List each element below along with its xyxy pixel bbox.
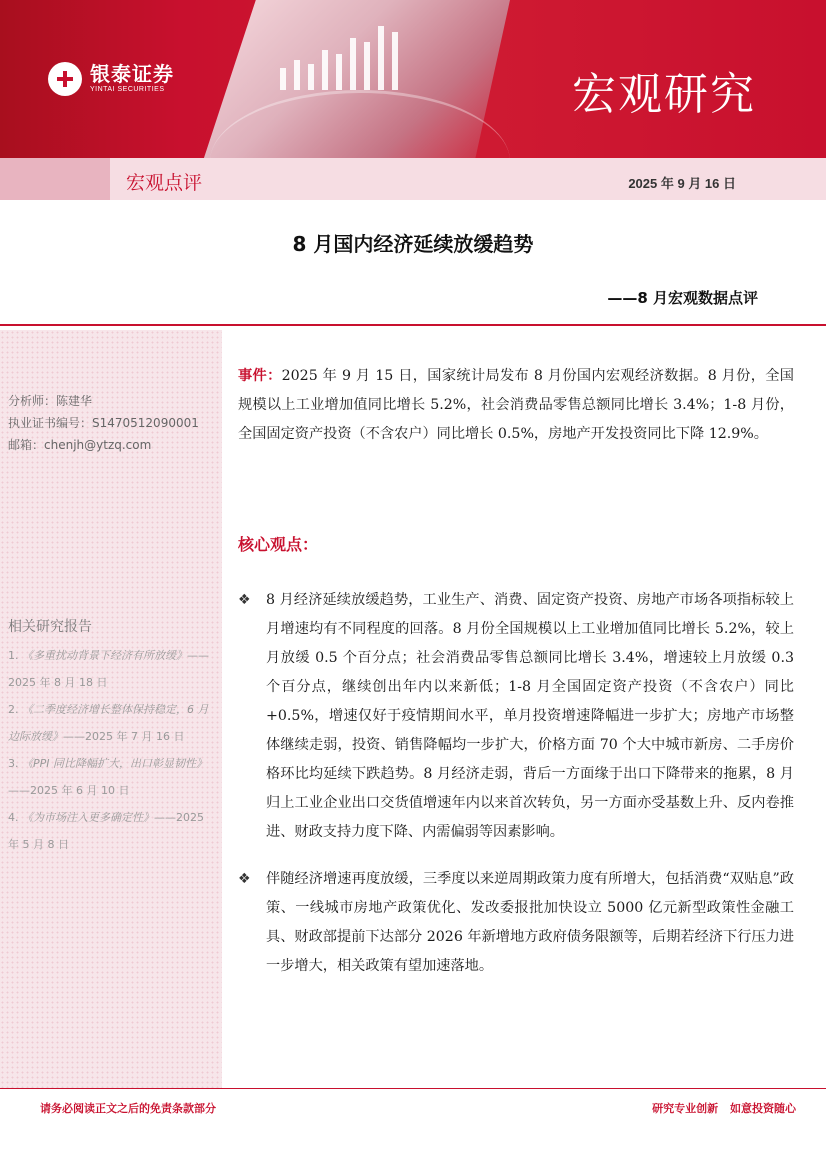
report-date: 2025 年 9 月 16 日: [628, 176, 736, 191]
core-views-heading: 核心观点：: [238, 535, 319, 554]
core-view-item: ❖ 8 月经济延续放缓趋势，工业生产、消费、固定资产投资、房地产市场各项指标较上月增速均有不同程度的回落。8 月份全国规模以上工业增加值同比增长 5.2%，较上月放缓 0.5 个百分点；社会消费品零售总额同比增长 3.4%，增速较上月放缓 0.3 个百分点，继续创出年内以来新低；1-8 月全国固定资产投资（不含农户）同比+0.5%，增速仅好于疫情期间水平，单月投资增速降幅进一步扩大；房地产市场整体继续走弱，投资、销售降幅均一步扩大，价格方面 70 个大中城市新房、二手房价格环比均延续下跌趋势。8 月经济走弱，背后一方面缘于出口下降带来的拖累，8 月归上工业企业出口交货值增速年内以来首次转负，另一方面亦受基数上升、反内卷推进、财政支持力度下降、内需偏弱等因素影响。: [238, 586, 794, 847]
related-report-item[interactable]: 2. 《二季度经济增长整体保持稳定，6 月边际放缓》——2025 年 7 月 16 日: [8, 703, 209, 743]
footer-divider: [0, 1088, 826, 1089]
related-report-item[interactable]: 4. 《为市场注入更多确定性》——2025 年 5 月 8 日: [8, 811, 204, 851]
report-title: 8 月国内经济延续放缓趋势: [292, 232, 534, 256]
event-text: 2025 年 9 月 15 日，国家统计局发布 8 月份国内宏观经济数据。8 月份，全国规模以上工业增加值同比增长 5.2%，社会消费品零售总额同比增长 3.4%；1-8 月份，全国固定资产投资（不含农户）同比增长 0.5%，房地产开发投资同比下降 12.9%。: [238, 368, 794, 442]
related-reports-title: 相关研究报告: [8, 619, 92, 635]
related-reports-list: [8, 642, 212, 858]
event-paragraph: [238, 362, 794, 449]
footer-slogan: 研究专业创新 如意投资随心: [652, 1102, 796, 1115]
logo-icon: [48, 62, 82, 96]
core-views-list: [238, 586, 794, 999]
category-band-accent: [0, 158, 110, 200]
disclaimer-note: 请务必阅读正文之后的免责条款部分: [40, 1102, 216, 1115]
section-title: 宏观研究: [572, 69, 756, 120]
brand-logo: [48, 62, 174, 96]
analyst-license: 执业证书编号：S1470512090001: [8, 416, 199, 430]
core-view-item: ❖ 伴随经济增速再度放缓，三季度以来逆周期政策力度有所增大，包括消费“双贴息”政策、一线城市房地产政策优化、发改委报批加快设立 5000 亿元新型政策性金融工具、财政部提前下达部分 2026 年新增地方政府债务限额等，后期若经济下行压力进一步增大，相关政策有望加速落地。: [238, 865, 794, 981]
report-subtitle: ——8 月宏观数据点评: [607, 289, 758, 307]
bullet-diamond-icon: ❖: [238, 592, 251, 608]
related-report-item[interactable]: 3. 《PPI 同比降幅扩大，出口彰显韧性》——2025 年 6 月 10 日: [8, 757, 208, 797]
analyst-info: [8, 390, 199, 456]
report-category: 宏观点评: [126, 172, 203, 194]
analyst-email: 邮箱：chenjh@ytzq.com: [8, 438, 152, 452]
sidebar: [0, 330, 222, 1088]
related-report-item[interactable]: 1. 《多重扰动背景下经济有所放缓》——2025 年 8 月 18 日: [8, 649, 209, 689]
banner-chart-graphic: [270, 10, 430, 90]
title-divider: [0, 324, 826, 326]
brand-name-cn: 银泰证券: [90, 62, 174, 86]
event-label: 事件：: [238, 368, 282, 384]
analyst-name: 分析师：陈建华: [8, 394, 93, 408]
event-section: [238, 362, 794, 449]
brand-name-en: YINTAI SECURITIES: [90, 86, 165, 93]
bullet-diamond-icon: ❖: [238, 871, 251, 887]
